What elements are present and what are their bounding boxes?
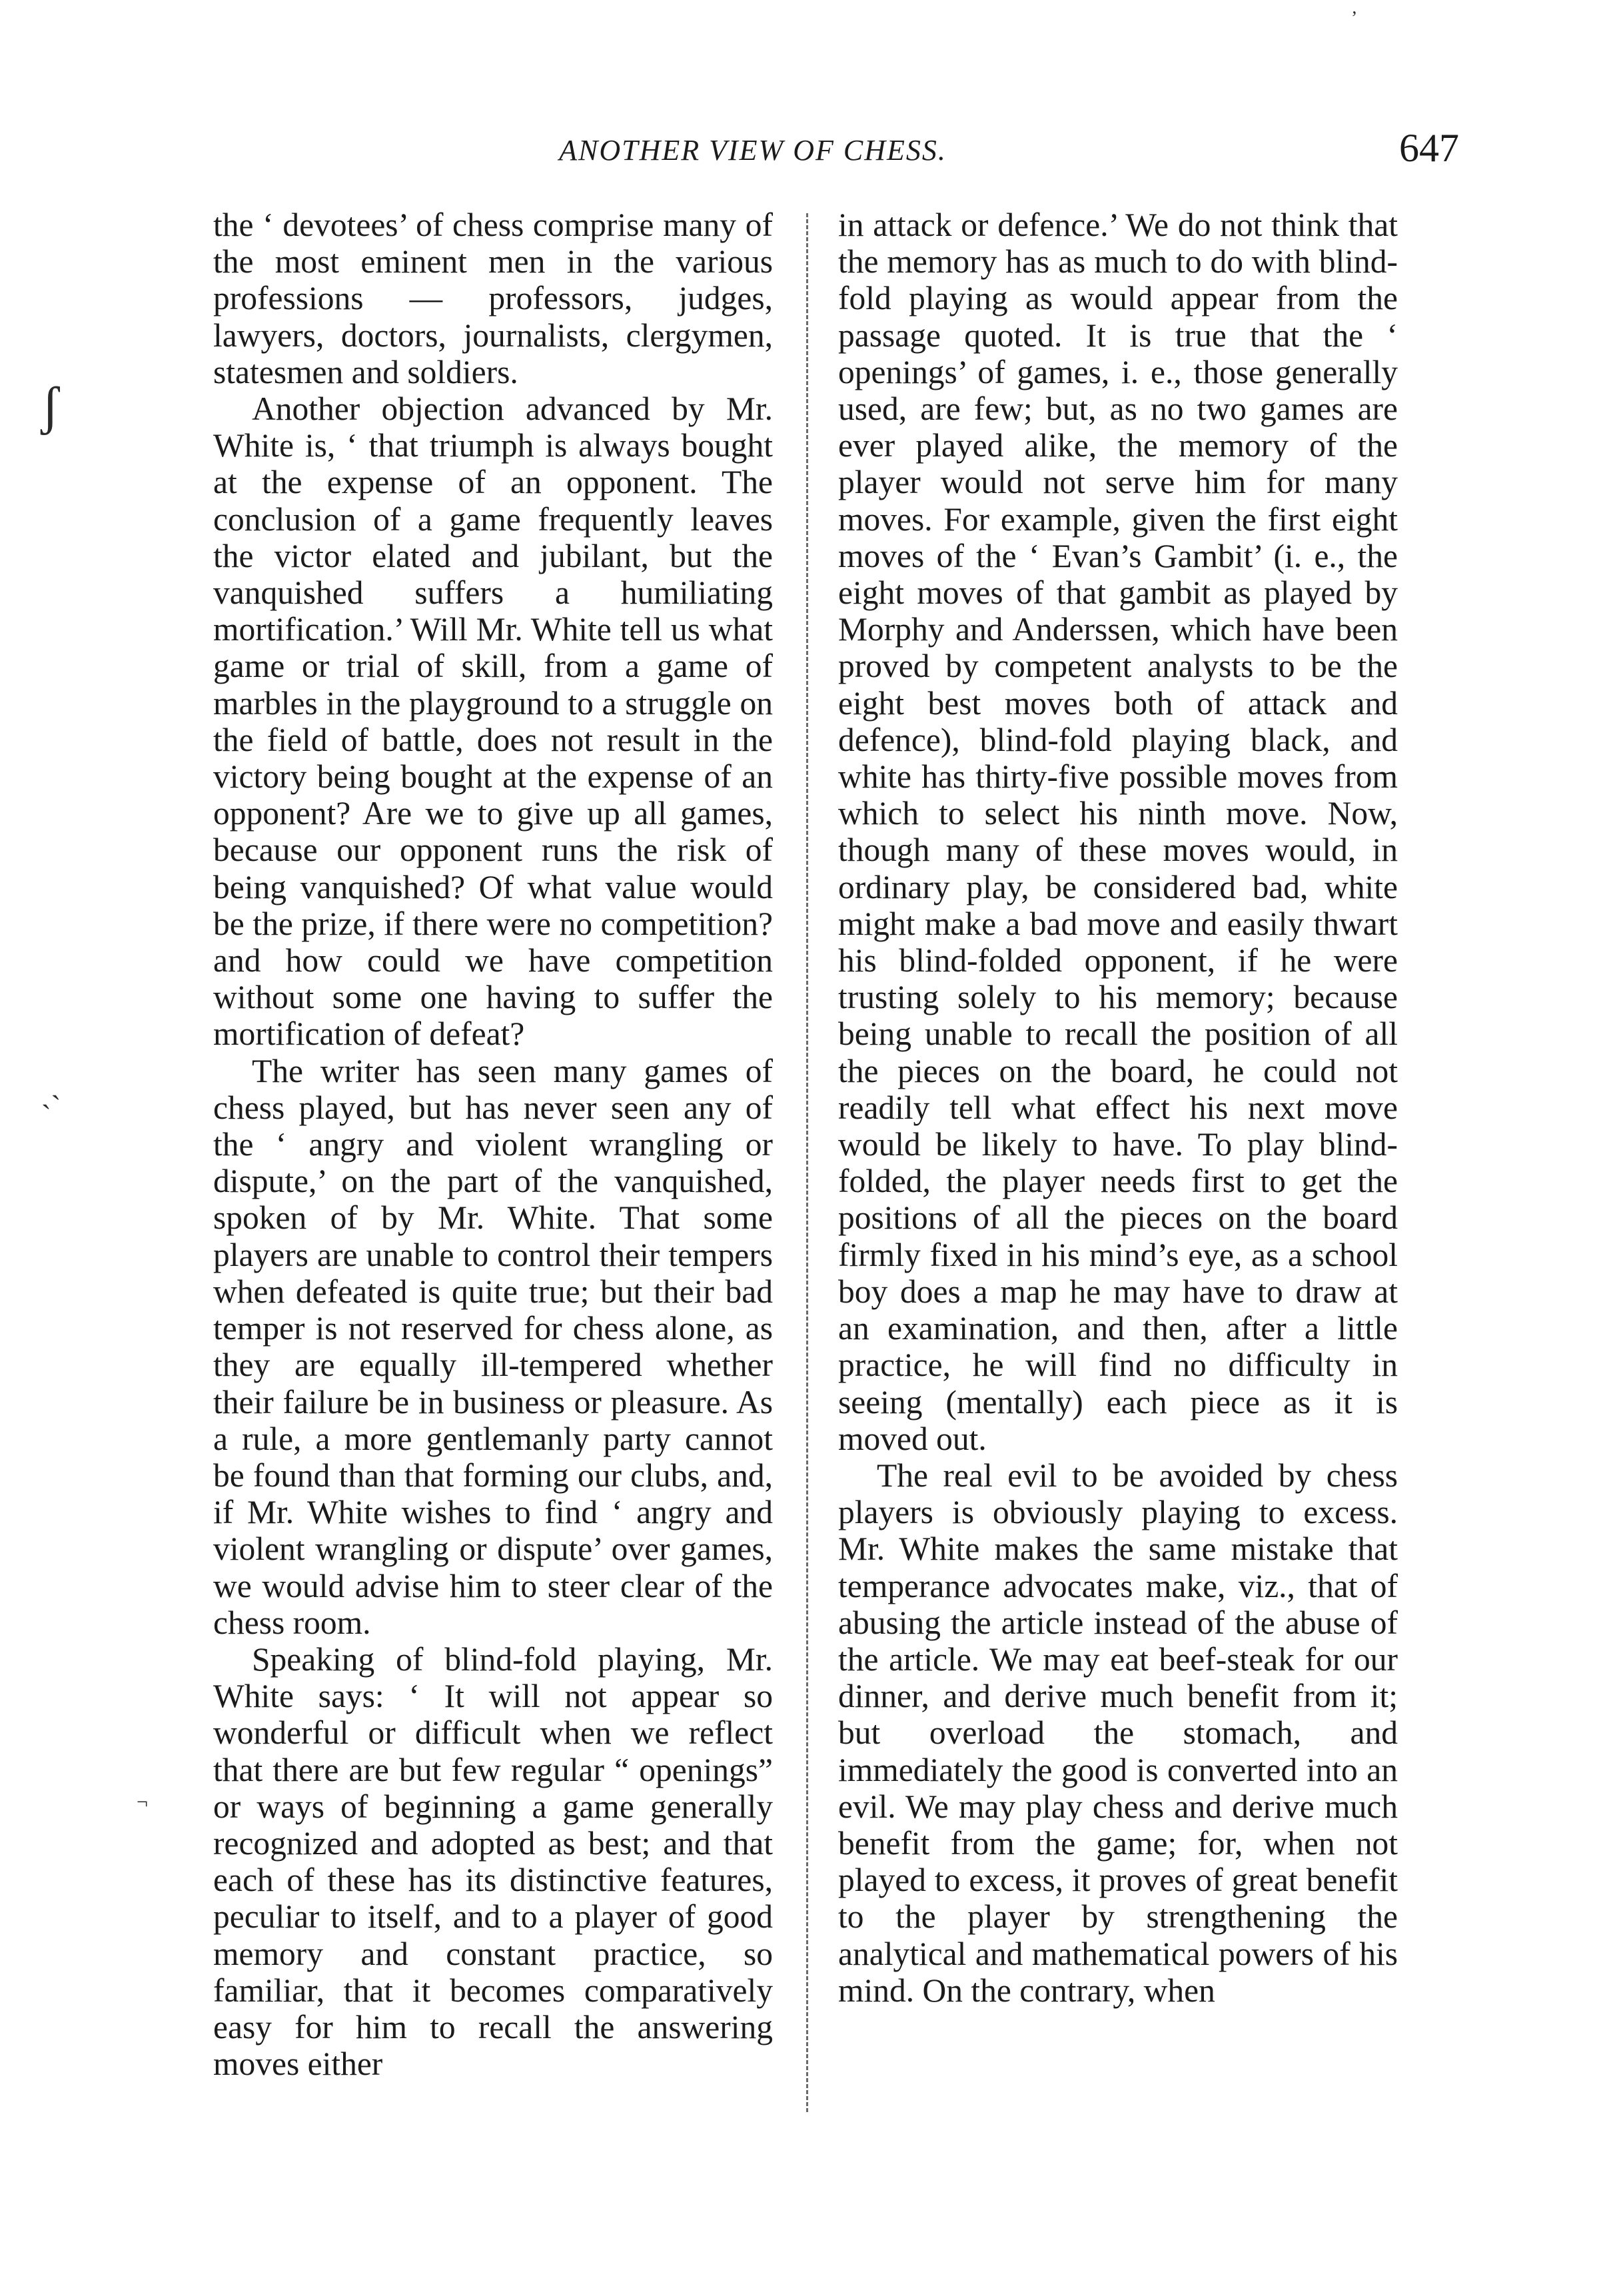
- left-column: [213, 207, 773, 2082]
- page-number: 647: [1399, 126, 1459, 170]
- paragraph: the ‘ devotees’ of chess comprise many of the most eminent men in the various professions — professors, judges, lawyers, doctors, journalists, clergymen, statesmen and soldiers.: [213, 207, 773, 390]
- right-column: [838, 207, 1398, 2009]
- running-head: ANOTHER VIEW OF CHESS.: [559, 134, 947, 167]
- paragraph: The real evil to be avoided by chess players is obviously playing to excess. Mr. White makes the same mistake that temperance advocates make, viz., that of abusing the article instead of the abuse of the article. We may eat beef-steak for our dinner, and derive much benefit from it; but overload the stomach, and immediately the good is converted into an evil. We may play chess and derive much benefit from the game; for, when not played to excess, it proves of great benefit to the player by strengthening the analytical and mathematical powers of his mind. On the contrary, when: [838, 1456, 1398, 2009]
- column-rule: [806, 213, 808, 2112]
- margin-mark: ¬: [137, 1791, 148, 1813]
- paragraph: in attack or defence.’ We do not think that the memory has as much to do with blind-fold playing as would appear from the passage quoted. It is true that the ‘ openings’ of games, i. e., those generally used, are few; but, as no two games are ever played alike, the memory of the player would not serve him for many moves. For example, given the first eight moves of the ‘ Evan’s Gambit’ (i. e., the eight moves of that gambit as played by Morphy and Anderssen, which have been proved by competent analysts to be the eight best moves both of attack and defence), blind-fold playing black, and white has thirty-five possible moves from which to select his ninth move. Now, though many of these moves would, in ordinary play, be considered bad, white might make a bad move and easily thwart his blind-folded opponent, if he were trusting solely to his memory; because being unable to recall the position of all the pieces on the board, he could not readily tell what effect his next move would be likely to have. To play blind-folded, the player needs first to get the positions of all the pieces on the board firmly fixed in his mind’s eye, as a school boy does a map he may have to draw at an examination, and then, after a little practice, he will find no difficulty in seeing (mentally) each piece as it is moved out.: [838, 207, 1398, 1457]
- paragraph: Speaking of blind-fold playing, Mr. White says: ‘ It will not appear so wonderful or difficult when we reflect that there are but few regular “ openings” or ways of beginning a game generally recognized and adopted as best; and that each of these has its distinctive features, peculiar to itself, and to a player of good memory and constant practice, so familiar, that it becomes comparatively easy for him to recall the answering moves either: [213, 1640, 773, 2083]
- margin-mark: ʼ: [1351, 8, 1358, 29]
- paragraph: The writer has seen many games of chess played, but has never seen any of the ‘ angry and violent wrangling or dispute,’ on the part of the vanquished, spoken of by Mr. White. That some players are unable to control their tempers when defeated is quite true; but their bad temper is not reserved for chess alone, as they are equally ill-tempered whether their failure be in business or pleasure. As a rule, a more gentlemanly party cannot be found than that forming our clubs, and, if Mr. White wishes to find ‘ angry and violent wrangling or dispute’ over games, we would advise him to steer clear of the chess room.: [213, 1052, 773, 1641]
- paragraph: Another objection advanced by Mr. White is, ‘ that triumph is always bought at the expense of an opponent. The conclusion of a game frequently leaves the victor elated and jubilant, but the vanquished suffers a humiliating mortification.’ Will Mr. White tell us what game or trial of skill, from a game of marbles in the playground to a struggle on the field of battle, does not result in the victory being bought at the expense of an opponent? Are we to give up all games, because our opponent runs the risk of being vanquished? Of what value would be the prize, if there were no competition? and how could we have competition without some one having to suffer the mortification of defeat?: [213, 390, 773, 1053]
- margin-mark: ʃ: [41, 377, 59, 436]
- margin-mark: ˎ˴: [41, 1077, 61, 1109]
